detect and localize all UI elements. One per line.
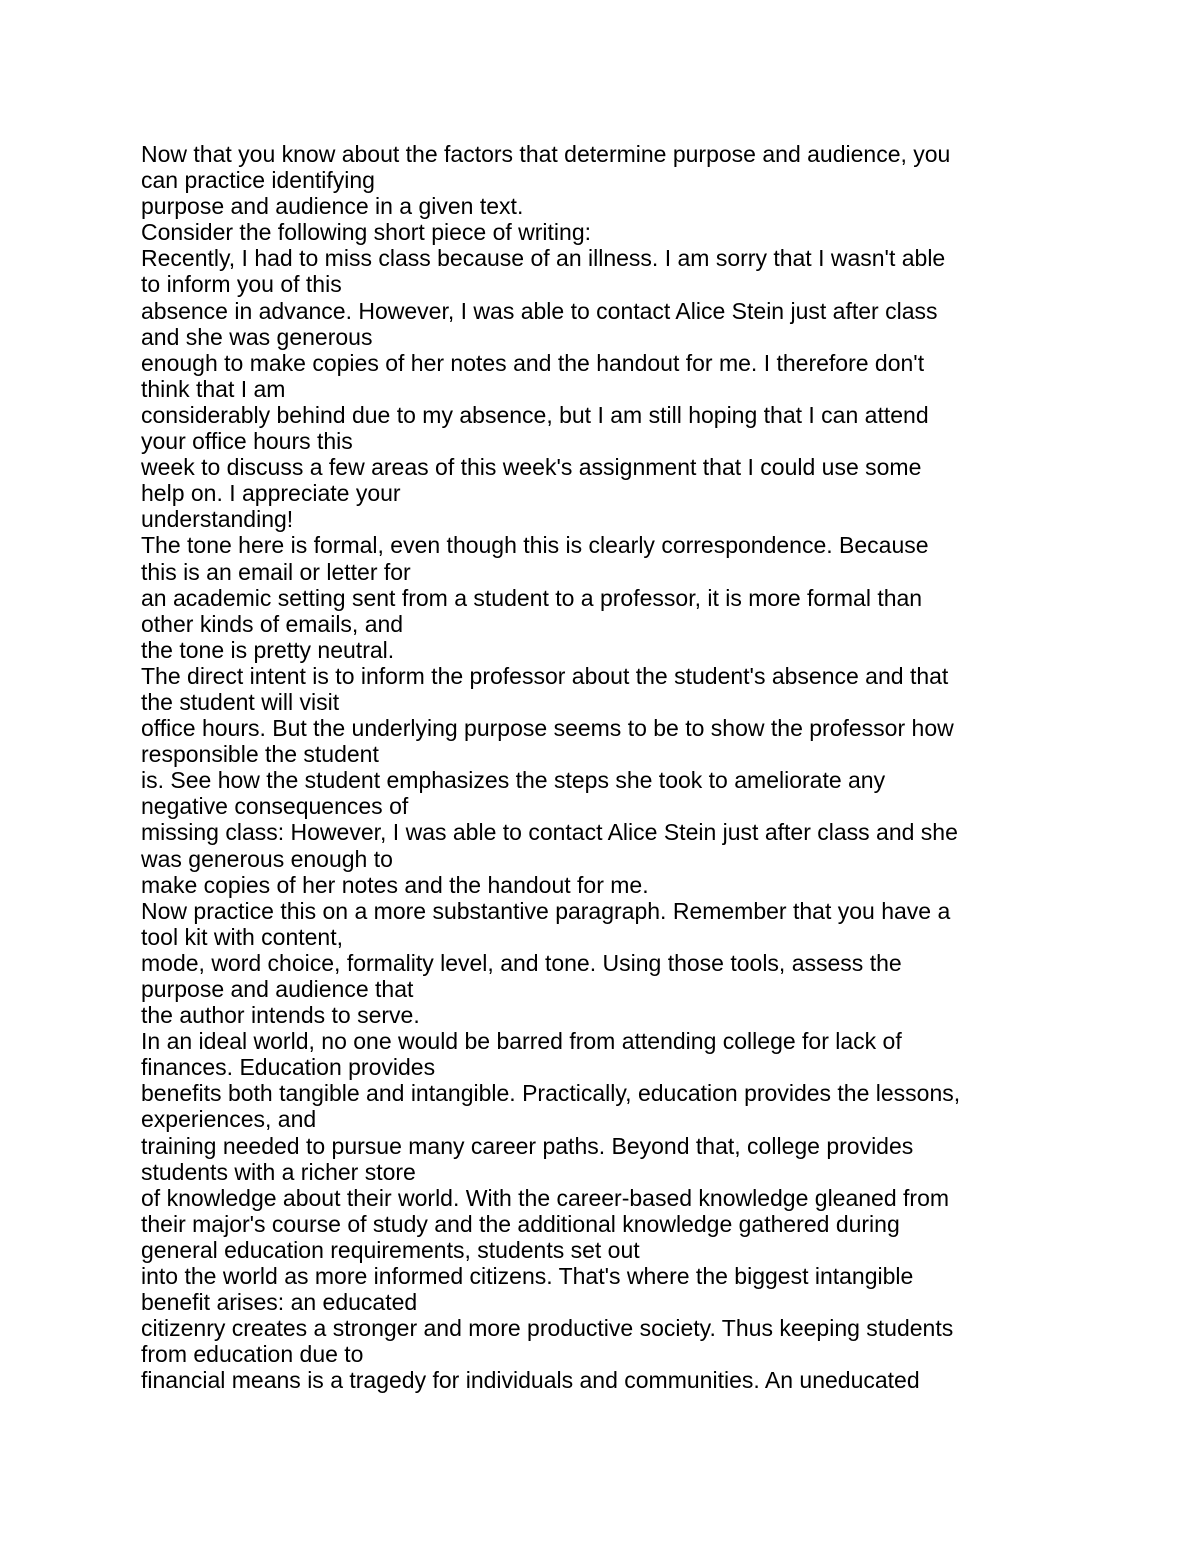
text-line: the tone is pretty neutral. <box>141 636 395 663</box>
text-line: The tone here is formal, even though this is clearly correspondence. Because <box>141 532 929 559</box>
text-line: other kinds of emails, and <box>141 610 404 637</box>
text-line: absence in advance. However, I was able to contact Alice Stein just after class <box>141 297 938 324</box>
text-line: In an ideal world, no one would be barred from attending college for lack of <box>141 1028 902 1055</box>
text-line: into the world as more informed citizens. That's where the biggest intangible <box>141 1263 914 1290</box>
text-line: missing class: However, I was able to contact Alice Stein just after class and she <box>141 819 958 846</box>
text-line: to inform you of this <box>141 271 342 298</box>
text-line: general education requirements, students set out <box>141 1236 640 1263</box>
text-line: students with a richer store <box>141 1158 416 1185</box>
text-line: help on. I appreciate your <box>141 480 401 507</box>
text-line: responsible the student <box>141 741 379 768</box>
text-line: week to discuss a few areas of this week's assignment that I could use some <box>141 454 922 481</box>
text-line: understanding! <box>141 506 294 533</box>
text-line: your office hours this <box>141 428 353 455</box>
text-line: negative consequences of <box>141 793 409 820</box>
text-line: office hours. But the underlying purpose seems to be to show the professor how <box>141 715 954 742</box>
text-line: their major's course of study and the additional knowledge gathered during <box>141 1210 900 1237</box>
text-line: considerably behind due to my absence, but I am still hoping that I can attend <box>141 401 929 428</box>
text-line: the student will visit <box>141 688 340 715</box>
text-line: purpose and audience that <box>141 976 414 1002</box>
text-line: is. See how the student emphasizes the steps she took to ameliorate any <box>141 767 886 794</box>
text-line: an academic setting sent from a student to a professor, it is more formal than <box>141 584 923 611</box>
text-line: benefits both tangible and intangible. Practically, education provides the lessons, <box>141 1080 961 1107</box>
text-line: Recently, I had to miss class because of an illness. I am sorry that I wasn't able <box>141 245 946 272</box>
text-line: benefit arises: an educated <box>141 1289 418 1316</box>
text-line: citizenry creates a stronger and more productive society. Thus keeping students <box>141 1315 954 1342</box>
text-line: experiences, and <box>141 1106 317 1133</box>
text-line: and she was generous <box>141 323 373 350</box>
text-line: training needed to pursue many career paths. Beyond that, college provides <box>141 1132 914 1159</box>
text-line: of knowledge about their world. With the career-based knowledge gleaned from <box>141 1184 950 1211</box>
text-line: think that I am <box>141 375 286 402</box>
text-line: The direct intent is to inform the professor about the student's absence and that <box>141 662 949 689</box>
text-line: was generous enough to <box>141 845 393 872</box>
text-line: financial means is a tragedy for individuals and communities. An uneducated <box>141 1367 920 1394</box>
text-line: the author intends to serve. <box>141 1002 420 1029</box>
document-body <box>141 141 1061 1394</box>
text-line: Consider the following short piece of writing: <box>141 219 592 246</box>
text-line: mode, word choice, formality level, and tone. Using those tools, assess the <box>141 949 902 976</box>
text-line: purpose and audience in a given text. <box>141 193 524 220</box>
text-line: Now that you know about the factors that determine purpose and audience, you <box>141 141 951 167</box>
text-line: Now practice this on a more substantive paragraph. Remember that you have a <box>141 897 951 924</box>
text-line: enough to make copies of her notes and the handout for me. I therefore don't <box>141 349 925 376</box>
text-line: finances. Education provides <box>141 1054 436 1081</box>
text-line: this is an email or letter for <box>141 558 411 585</box>
text-line: tool kit with content, <box>141 923 343 950</box>
text-line: can practice identifying <box>141 167 375 194</box>
text-line: make copies of her notes and the handout for me. <box>141 871 649 898</box>
text-line: from education due to <box>141 1341 364 1368</box>
